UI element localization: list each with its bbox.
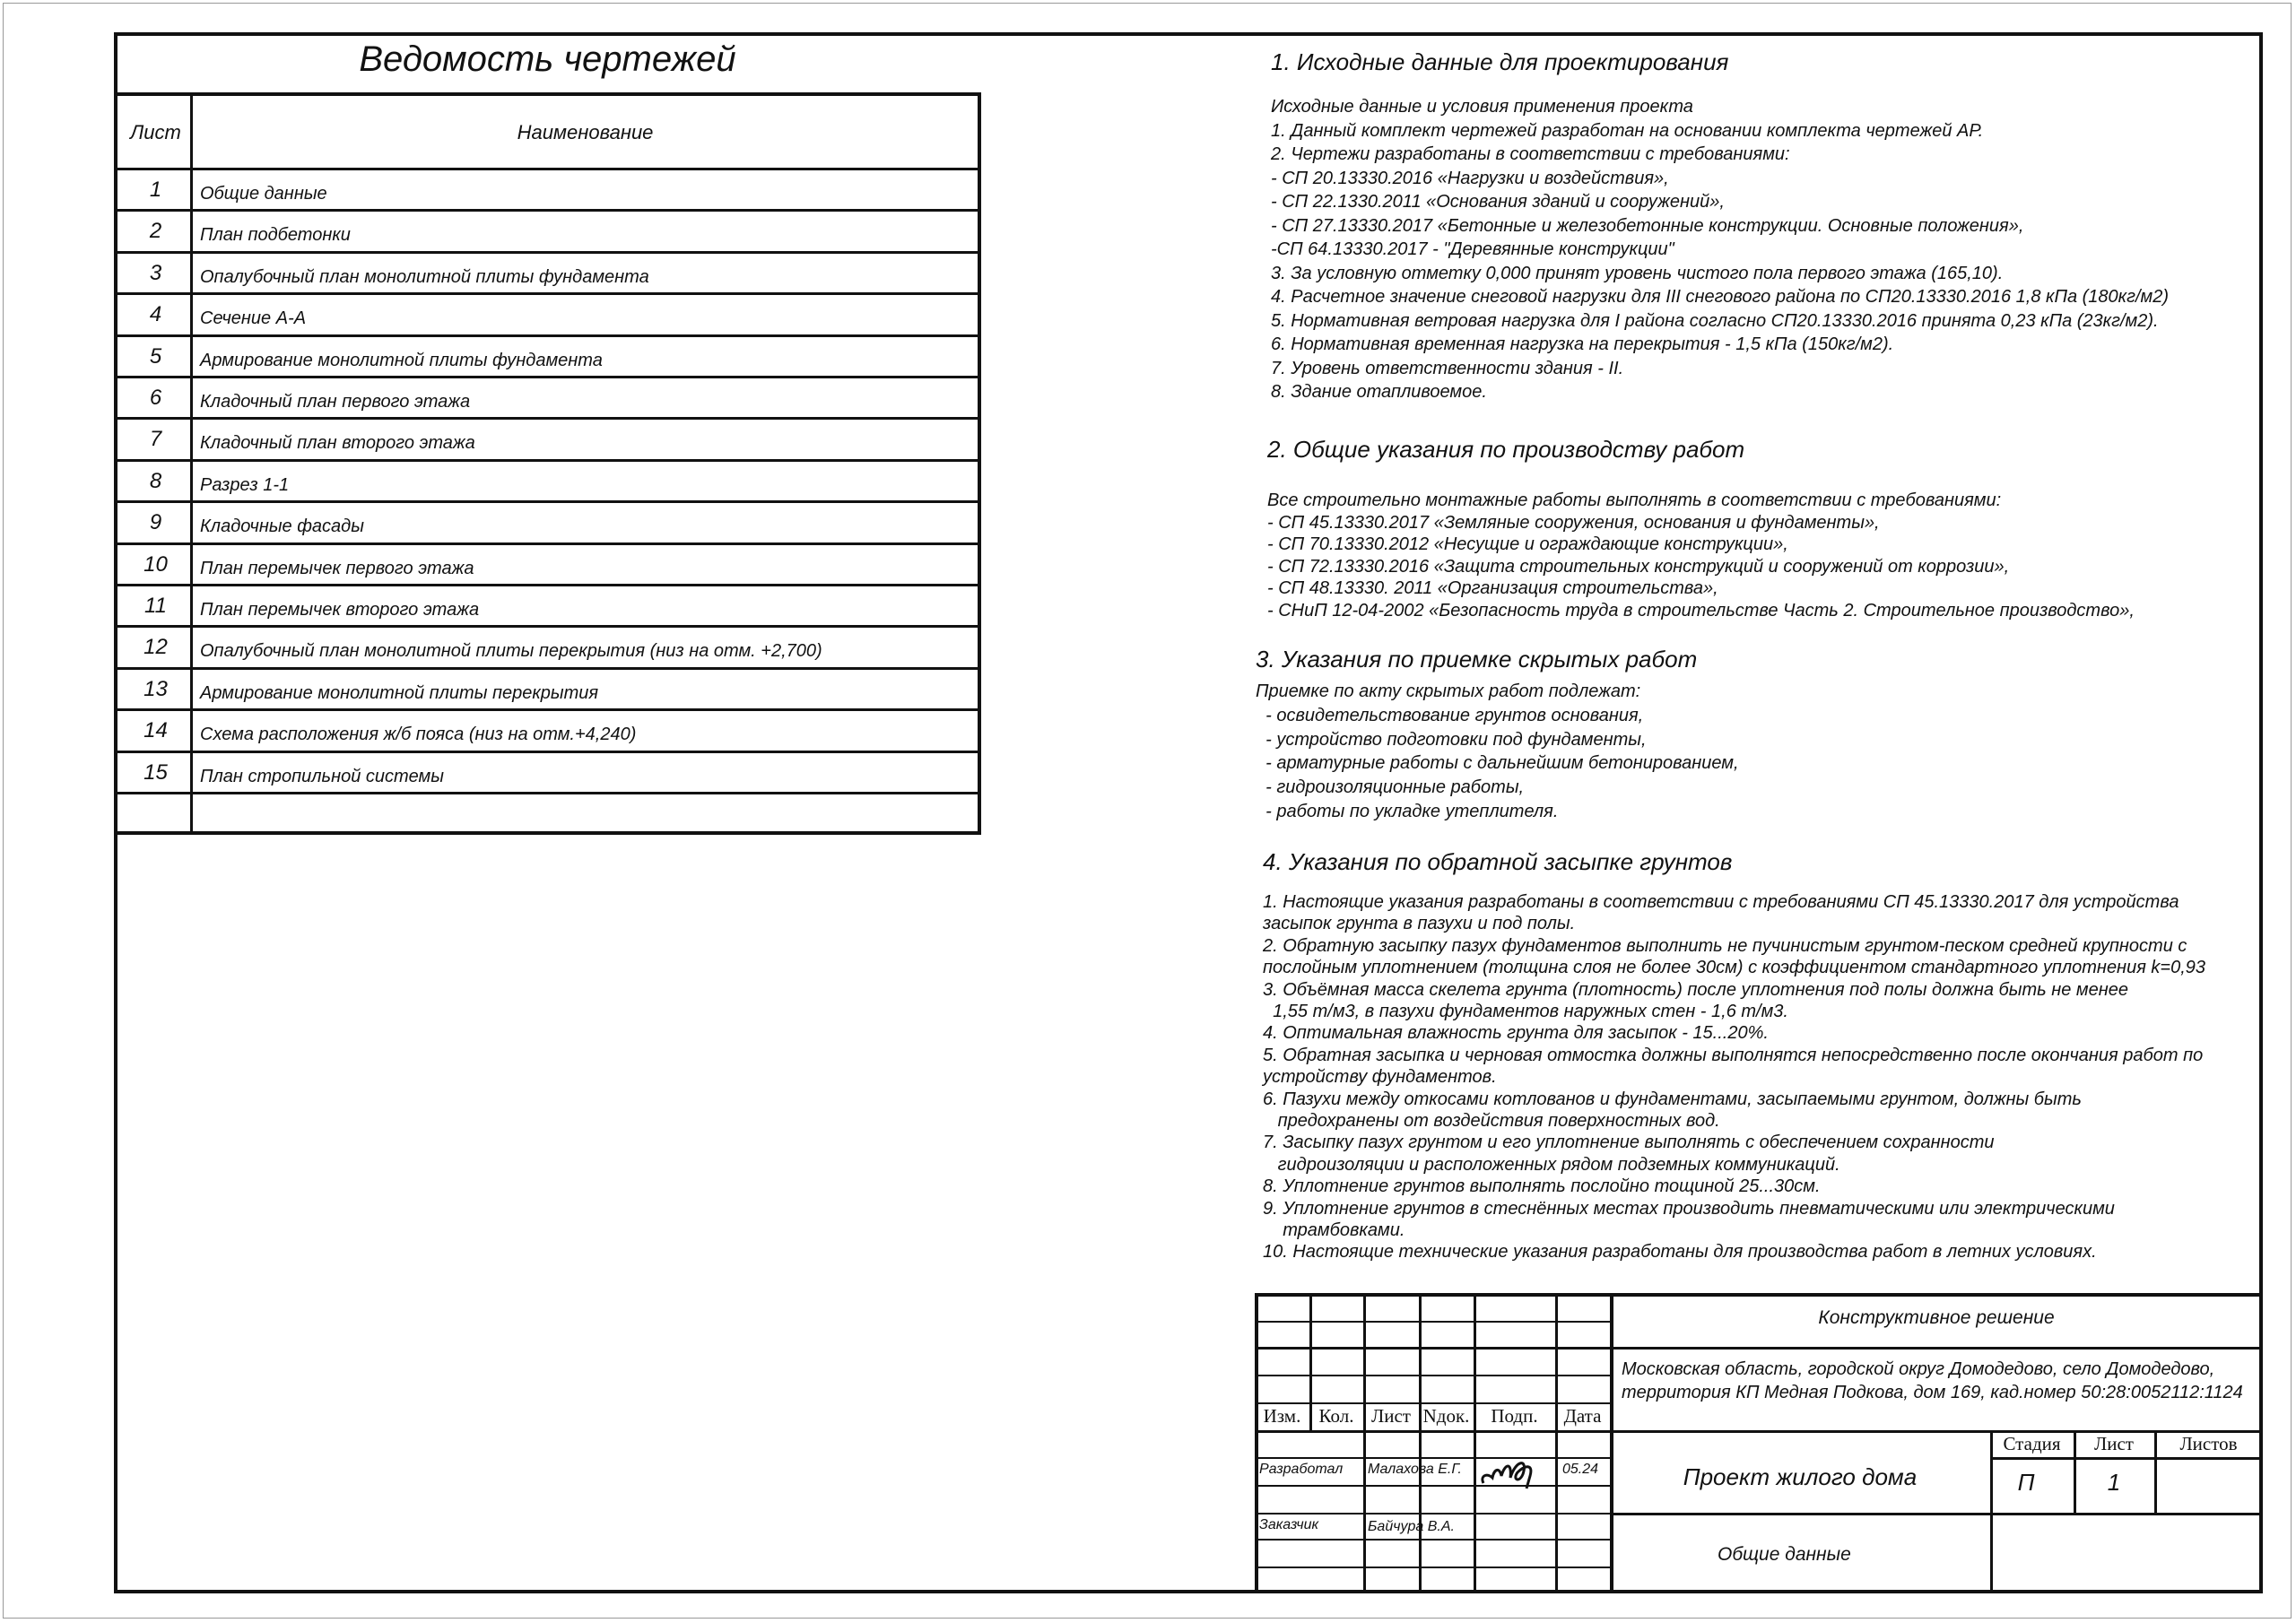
sheet-number: 3 [149, 260, 162, 285]
table-row [117, 502, 978, 543]
developed-label: Разработал [1259, 1462, 1344, 1477]
sheet-name: Опалубочный план монолитной плиты фундамента [200, 266, 649, 287]
note-line: - СП 20.13330.2016 «Нагрузки и воздействия», [1271, 168, 1669, 188]
header-name: Наименование [517, 121, 654, 143]
sheet-number: 13 [144, 676, 168, 701]
sheet-name: План перемычек второго этажа [200, 600, 480, 620]
note-line: - СП 22.1330.2011 «Основания зданий и сооружений», [1271, 192, 1725, 212]
note-line: 1. Настоящие указания разработаны в соответствии с требованиями СП 45.13330.2017 для устройства [1263, 892, 2179, 912]
customer-label: Заказчик [1259, 1517, 1319, 1532]
header-5: Дата [1563, 1405, 1602, 1427]
section-name: Конструктивное решение [1818, 1307, 2055, 1328]
header-1: Кол. [1318, 1405, 1354, 1427]
sheet-number: 7 [149, 427, 162, 452]
grid-line [1363, 1293, 1366, 1593]
table-row [117, 752, 978, 794]
table-row [117, 794, 978, 835]
note-line: трамбовками. [1263, 1220, 1405, 1240]
sheet-number: 9 [149, 510, 162, 535]
stage-label: Стадия [2003, 1433, 2061, 1454]
sheet-name: Разрез 1-1 [200, 474, 290, 495]
grid-line [1610, 1293, 1613, 1593]
section-heading: 3. Указания по приемке скрытых работ [1256, 646, 1698, 673]
sheet-name: Схема расположения ж/б пояса (низ на отм.+4,240) [200, 725, 637, 745]
sheet-name: Армирование монолитной плиты фундамента [200, 350, 603, 370]
note-line: - СП 72.13330.2016 «Защита строительных конструкций и сооружений от коррозии», [1267, 556, 2010, 577]
note-line: Приемке по акту скрытых работ подлежат: [1256, 681, 1641, 701]
table-row [117, 378, 978, 419]
sheet-name: Кладочный план второго этажа [200, 433, 475, 454]
section-heading: 4. Указания по обратной засыпке грунтов [1263, 848, 1733, 875]
note-line: - СП 45.13330.2017 «Земляные сооружения, основания и фундаменты», [1267, 512, 1880, 533]
drawings-list-table [114, 92, 981, 835]
note-line: - устройство подготовки под фундаменты, [1256, 729, 1647, 750]
note-line: - работы по укладке утеплителя. [1256, 802, 1559, 821]
sheet-number: 2 [149, 219, 162, 244]
signature-image [1478, 1453, 1550, 1492]
sheet-label: Лист [2094, 1433, 2134, 1454]
sheet-number: 14 [144, 718, 168, 743]
sheet-number: 1 [149, 178, 162, 202]
table-row [117, 294, 978, 335]
address-line-1: Московская область, городской округ Домодедово, село Домодедово, [1622, 1359, 2215, 1379]
table-row [117, 627, 978, 668]
stage-value: П [2017, 1469, 2035, 1496]
note-line: 10. Настоящие технические указания разработаны для производства работ в летних условиях. [1263, 1242, 2097, 1263]
grid-line [1610, 1513, 2263, 1515]
note-line: 2. Обратную засыпку пазух фундаментов выполнить не пучинистым грунтом-песком средней крупности с [1263, 935, 2187, 956]
table-row [117, 419, 978, 460]
sheet-name: Кладочный план первого этажа [200, 392, 471, 412]
note-line: предохранены от воздействия поверхностных вод. [1263, 1111, 1720, 1131]
note-line: 6. Нормативная временная нагрузка на перекрытия - 1,5 кПа (150кг/м2). [1271, 334, 1894, 354]
note-line: -СП 64.13330.2017 - "Деревянные конструкции" [1271, 239, 1674, 259]
table-row [117, 669, 978, 710]
note-line: устройству фундаментов. [1263, 1067, 1497, 1088]
table-row [117, 336, 978, 378]
section-heading: 1. Исходные данные для проектирования [1271, 48, 1729, 75]
note-line: Исходные данные и условия применения проекта [1271, 97, 1693, 117]
customer-name: Байчура В.А. [1368, 1519, 1455, 1534]
sheet-number: 15 [144, 759, 168, 785]
grid-line [1474, 1293, 1476, 1593]
note-line: - СП 27.13330.2017 «Бетонные и железобетонные конструкции. Основные положения», [1271, 215, 2024, 236]
note-line: - освидетельствование грунтов основания, [1256, 705, 1644, 725]
note-line: 4. Расчетное значение снеговой нагрузки для III снегового района по СП20.13330.2016 1,8 кПа (180кг/м2) [1271, 287, 2170, 307]
sheet-number: 11 [144, 594, 167, 618]
sheet-name: Общие данные [200, 184, 327, 204]
note-line: 1. Данный комплект чертежей разработан на основании комплекта чертежей АР. [1271, 120, 1984, 141]
note-line: - гидроизоляционные работы, [1256, 777, 1525, 798]
header-2: Лист [1371, 1405, 1411, 1427]
note-line: Все строительно монтажные работы выполнять в соответствии с требованиями: [1267, 490, 2002, 510]
note-line: 5. Обратная засыпка и черновая отмостка должны выполнятся непосредственно после окончания работ по [1263, 1045, 2204, 1065]
header-4: Подп. [1491, 1405, 1538, 1427]
sheet-name: План подбетонки [200, 225, 351, 246]
header-0: Изм. [1263, 1405, 1301, 1427]
address-line-2: территория КП Медная Подкова, дом 169, кад.номер 50:28:0052112:1124 [1622, 1383, 2243, 1402]
grid-line [1255, 1293, 1258, 1593]
header-sheet: Лист [130, 121, 181, 143]
sheet-number: 12 [144, 635, 168, 660]
note-line: засыпок грунта в пазухи и под полы. [1263, 914, 1576, 934]
table-row [117, 169, 978, 211]
grid-line [1555, 1293, 1558, 1593]
sheet-name: Армирование монолитной плиты перекрытия [200, 682, 599, 703]
note-line: 2. Чертежи разработаны в соответствии с требованиями: [1271, 144, 1790, 164]
note-line: 3. Объёмная масса скелета грунта (плотность) после уплотнения под полы должна быть не менее [1263, 979, 2128, 1000]
sheet-name: Сечение А-А [200, 308, 307, 329]
note-line: 1,55 т/м3, в пазухи фундаментов наружных стен - 1,6 т/м3. [1263, 1002, 1788, 1021]
note-line: 3. За условную отметку 0,000 принят уровень чистого пола первого этажа (165,10). [1271, 263, 2004, 283]
table-row [117, 253, 978, 294]
table-row [117, 461, 978, 502]
note-line: - СП 48.13330. 2011 «Организация строительства», [1267, 578, 1718, 598]
note-line: 8. Здание отапливоемое. [1271, 382, 1487, 402]
sheet-number: 6 [149, 386, 162, 410]
section-heading: 2. Общие указания по производству работ [1267, 436, 1745, 463]
sheet-name: Кладочные фасады [200, 516, 364, 537]
note-line: 7. Уровень ответственности здания - II. [1271, 358, 1624, 378]
developed-date: 05.24 [1562, 1462, 1599, 1477]
sheet-value: 1 [2107, 1469, 2121, 1496]
sheet-title: Общие данные [1718, 1544, 1851, 1565]
note-line: 6. Пазухи между откосами котлованов и фундаментами, засыпаемыми грунтом, должны быть [1263, 1089, 2082, 1109]
project-name: Проект жилого дома [1683, 1463, 1918, 1490]
note-line: 5. Нормативная ветровая нагрузка для I района согласно СП20.13330.2016 принята 0,23 кПа (23кг/м2). [1271, 310, 2159, 331]
sheet-number: 8 [149, 468, 162, 493]
header-3: Nдок. [1422, 1405, 1470, 1427]
table-row [117, 586, 978, 627]
note-line: - арматурные работы с дальнейшим бетонированием, [1256, 753, 1739, 774]
note-line: 4. Оптимальная влажность грунта для засыпок - 15...20%. [1263, 1023, 1769, 1044]
sheet-number: 10 [144, 551, 168, 577]
table-row [117, 710, 978, 751]
grid-line [1610, 1347, 2263, 1350]
table-row [117, 544, 978, 586]
note-line: послойным уплотнением (толщина слоя не более 30см) с коэффициентом стандартного уплотнения k=0,93 [1263, 958, 2206, 978]
sheet-number: 5 [149, 343, 162, 369]
note-line: - СНиП 12-04-2002 «Безопасность труда в строительстве Часть 2. Строительное производство», [1267, 600, 2135, 621]
note-line: 8. Уплотнение грунтов выполнять послойно тощиной 25...30см. [1263, 1176, 1821, 1197]
sheet-number: 4 [149, 302, 162, 327]
sheet-name: Опалубочный план монолитной плиты перекрытия (низ на отм. +2,700) [200, 641, 822, 662]
table-row [117, 211, 978, 252]
developed-name: Малахова Е.Г. [1368, 1462, 1462, 1477]
note-line: - СП 70.13330.2012 «Несущие и ограждающие конструкции», [1267, 534, 1788, 554]
grid-line [1255, 1293, 2263, 1297]
sheet-name: План стропильной системы [200, 766, 444, 786]
note-line: 9. Уплотнение грунтов в стеснённых местах производить пневматическими или электрическими [1263, 1198, 2115, 1219]
grid-line [1419, 1430, 1422, 1593]
note-line: 7. Засыпку пазух грунтом и его уплотнение выполнять с обеспечением сохранности [1263, 1133, 1995, 1153]
note-line: гидроизоляции и расположенных рядом подземных коммуникаций. [1263, 1154, 1840, 1175]
drawings-list-title: Ведомость чертежей [359, 39, 736, 79]
sheet-name: План перемычек первого этажа [200, 558, 474, 578]
sheets-label: Листов [2179, 1433, 2238, 1454]
grid-line [1990, 1457, 2263, 1460]
